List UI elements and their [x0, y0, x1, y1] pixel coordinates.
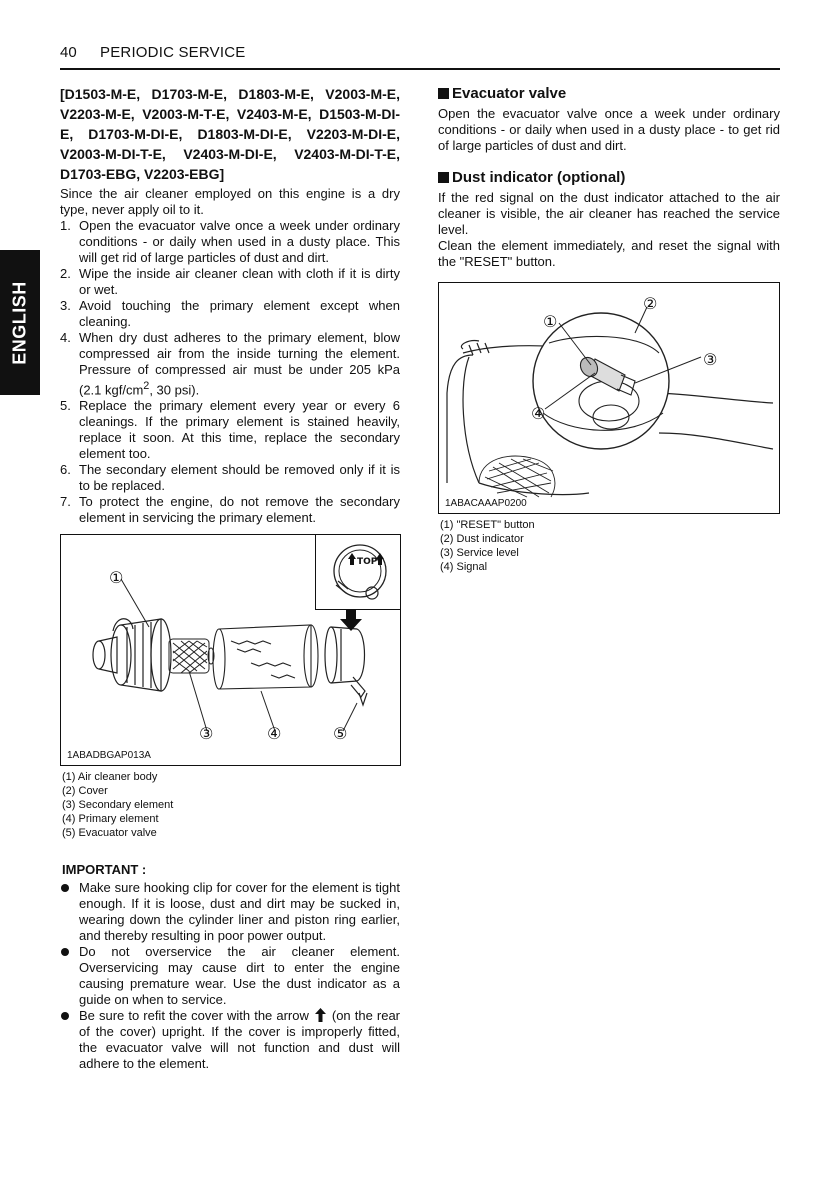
step-item: 6. The secondary element should be removed only if it is to be replaced.	[60, 462, 400, 494]
dust-indicator-figure	[438, 282, 780, 514]
callout-1: ①	[109, 568, 124, 588]
caption-item: (4) Signal	[440, 561, 488, 573]
important-heading: IMPORTANT :	[62, 862, 147, 878]
callout-5: ⑤	[333, 724, 348, 744]
caption-item: (5) Evacuator valve	[62, 827, 157, 840]
callout-1: ①	[543, 312, 558, 331]
callout-3: ③	[199, 724, 214, 744]
bullet-item: Be sure to refit the cover with the arrow (on the rear of the cover) upright. If the cover is improperly fitted, the evacuator valve will not function and dust will adhere to the element.	[60, 1008, 400, 1072]
language-tab	[0, 250, 40, 395]
caption-item: (1) Air cleaner body	[62, 771, 158, 784]
step-item: 7. To protect the engine, do not remove the secondary element in servicing the primary element.	[60, 494, 400, 526]
bullet-item: Do not overservice the air cleaner element. Overservicing may cause dirt to enter the engine causing premature wear. Use the dust indicator as a guide on when to service.	[60, 944, 400, 1008]
caption-item: (3) Secondary element	[62, 799, 174, 812]
up-arrow-icon	[348, 553, 356, 565]
bullet-dot	[61, 948, 69, 956]
evacuator-text: Open the evacuator valve once a week under ordinary conditions - or daily when used in a dusty place - to get rid of large particles of dust and dirt.	[438, 106, 780, 153]
air-cleaner-body-drawing	[93, 619, 171, 691]
bullet-dot	[61, 1012, 69, 1020]
language-tab-label: ENGLISH	[9, 280, 30, 365]
caption-item: (2) Cover	[62, 785, 108, 798]
dust-indicator-heading: Dust indicator (optional)	[438, 168, 780, 188]
dust-indicator-reset-text: Clean the element immediately, and reset the signal with the "RESET" button.	[438, 238, 780, 269]
step-item: 4. When dry dust adheres to the primary element, blow compressed air from the inside turning the element. Pressure of compressed air must be under 205 kPa (2.1 kgf/$cm^2$, 30 psi).	[60, 330, 400, 398]
step-item: 5. Replace the primary element every year or every 6 cleanings. If the primary element is stained heavily, replace it soon. At this time, replace the secondary element too.	[60, 398, 400, 462]
model-list: [D1503-M-E, D1703-M-E, D1803-M-E, V2003-M-E, V2203-M-E, V2003-M-T-E, V2403-M-E, D1503-M-DI-E, D1703-M-DI-E, D1803-M-DI-E, V2203-M-DI-E, V2003-M-DI-T-E, V2403-M-DI-E, V2403-M-DI-T-E, D1703-EBG, V2203-EBG]	[60, 86, 400, 182]
right-column	[438, 82, 780, 574]
step-item: 1. Open the evacuator valve once a week under ordinary conditions - or daily when used in a dusty place. This will get rid of large particles of dust and dirt.	[60, 218, 400, 265]
figure-caption-list	[62, 770, 400, 840]
page-number: 40	[60, 44, 77, 61]
cover-inset	[315, 535, 400, 610]
cover-top-illustration	[316, 535, 400, 609]
evacuator-heading: Evacuator valve	[438, 84, 780, 104]
callout-4: ④	[267, 724, 282, 744]
dust-indicator-text: If the red signal on the dust indicator attached to the air cleaner is visible, the air cleaner has reached the service level.	[438, 190, 780, 237]
secondary-element-drawing	[169, 639, 214, 673]
figure-code: 1ABACAAAP0200	[445, 498, 527, 509]
caption-item: (4) Primary element	[62, 813, 159, 826]
bullet-dot	[61, 884, 69, 892]
figure-code: 1ABADBGAP013A	[67, 750, 151, 762]
top-label: TOP	[357, 557, 378, 568]
callout-2: ②	[643, 294, 658, 313]
step-item: 3. Avoid touching the primary element except when cleaning.	[60, 298, 400, 329]
cover-drawing	[325, 627, 367, 705]
callout-4: ④	[531, 404, 546, 423]
dust-indicator-illustration	[439, 283, 779, 513]
service-steps	[60, 218, 400, 526]
intro-text: Since the air cleaner employed on this engine is a dry type, never apply oil to it.	[60, 186, 400, 217]
up-arrow-icon	[315, 1008, 326, 1022]
caption-item: (2) Dust indicator	[440, 533, 524, 545]
callout-3: ③	[703, 350, 718, 369]
air-cleaner-figure	[60, 534, 401, 766]
step-item: 2. Wipe the inside air cleaner clean with cloth if it is dirty or wet.	[60, 266, 400, 297]
square-bullet-icon	[438, 172, 449, 183]
figure-caption-list	[440, 518, 780, 574]
caption-item: (3) Service level	[440, 547, 519, 559]
primary-element-drawing	[213, 625, 318, 689]
important-bullets	[60, 880, 400, 1072]
square-bullet-icon	[438, 88, 449, 99]
caption-item: (1) "RESET" button	[440, 519, 535, 531]
page-header	[60, 42, 780, 70]
left-column	[60, 82, 400, 1072]
page-title: PERIODIC SERVICE	[100, 44, 246, 61]
bullet-item: Make sure hooking clip for cover for the element is tight enough. If it is loose, dust and dirt may be sucked in, wearing down the cylinder liner and piston ring earlier, and thereby resulting in poor power output.	[60, 880, 400, 944]
